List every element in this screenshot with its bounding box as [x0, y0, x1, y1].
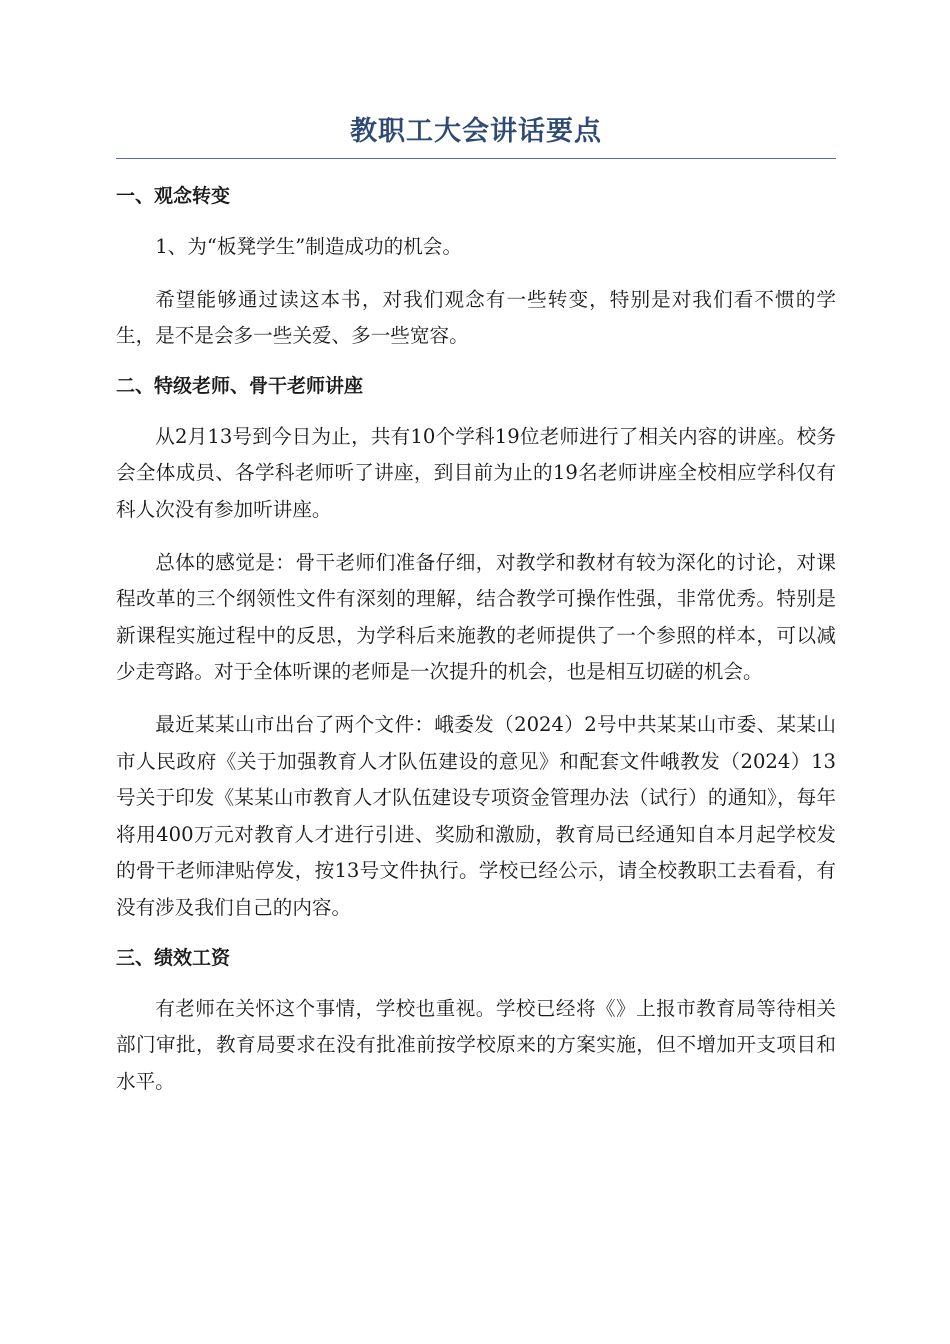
section-2: [116, 371, 836, 927]
paragraph: 从2月13号到今日为止，共有10个学科19位老师进行了相关内容的讲座。校务会全体成员、各学科老师听了讲座，到目前为止的19名老师讲座全校相应学科仅有科人次没有参加听讲座。: [116, 424, 836, 521]
section-1: [116, 181, 836, 355]
paragraph: 总体的感觉是：骨干老师们准备仔细，对教学和教材有较为深化的讨论，对课程改革的三个纲领性文件有深刻的理解，结合教学可操作性强，非常优秀。特别是新课程实施过程中的反思，为学科后来施教的老师提供了一个参照的样本，可以减少走弯路。对于全体听课的老师是一次提升的机会，也是相互切磋的机会。: [116, 550, 836, 684]
section-heading: 一、观念转变: [116, 185, 231, 207]
document-title: 教职工大会讲话要点: [350, 116, 602, 147]
paragraph: 1、为“板凳学生”制造成功的机会。: [155, 235, 462, 258]
section-heading: 二、特级老师、骨干老师讲座: [116, 374, 364, 397]
section-3: [116, 943, 836, 1101]
section-heading: 三、绩效工资: [116, 946, 231, 969]
document-page: [116, 112, 836, 1116]
paragraph: 希望能够通过读这本书，对我们观念有一些转变，特别是对我们看不惯的学生，是不是会多一些关爱、多一些宽容。: [116, 287, 836, 348]
title-underline: [116, 158, 836, 159]
paragraph: 有老师在关怀这个事情，学校也重视。学校已经将《》上报市教育局等待相关部门审批，教育局要求在没有批准前按学校原来的方案实施，但不增加开支项目和水平。: [116, 996, 836, 1093]
paragraph: 最近某某山市出台了两个文件：峨委发（2024）2号中共某某山市委、某某山市人民政府《关于加强教育人才队伍建设的意见》和配套文件峨教发（2024）13号关于印发《某某山市教育人才队伍建设专项资金管理办法（试行）的通知》，每年将用400万元对教育人才进行引进、奖励和激励，教育局已经通知自本月起学校发的骨干老师津贴停发，按13号文件执行。学校已经公示，请全校教职工去看看，有没有涉及我们自己的内容。: [116, 712, 836, 919]
